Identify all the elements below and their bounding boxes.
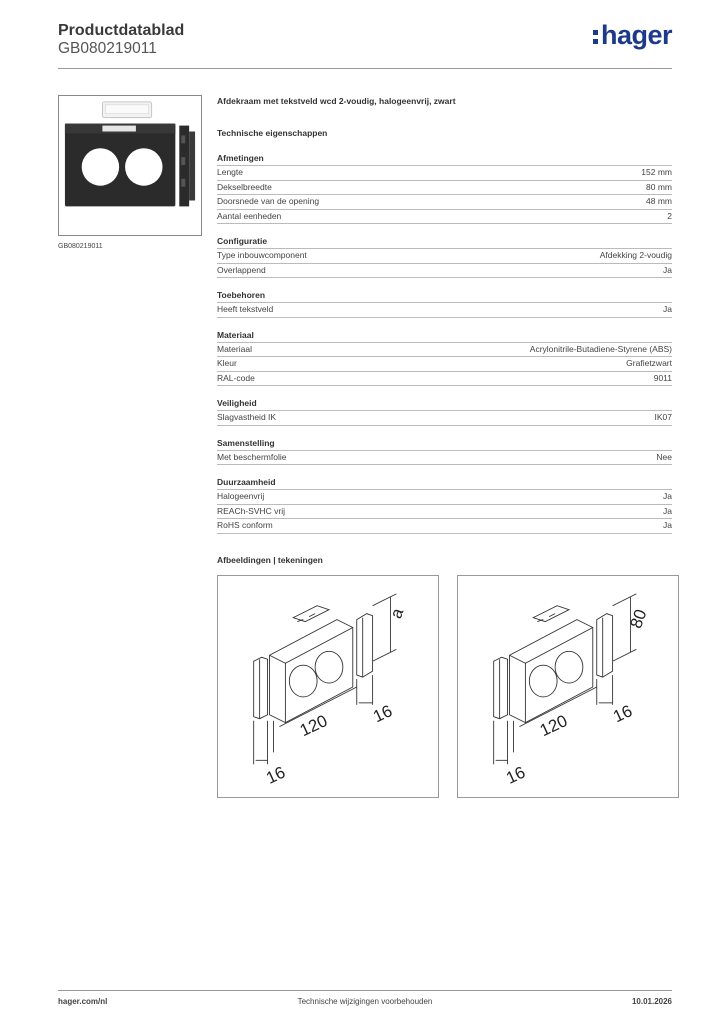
spec-label: Overlappend: [217, 264, 266, 275]
spec-label: Aantal eenheden: [217, 210, 282, 221]
section-title: Materiaal: [217, 329, 672, 343]
spec-label: Lengte: [217, 167, 243, 177]
spec-row: [217, 519, 672, 534]
header-divider: [58, 68, 672, 69]
spec-value: Acrylonitrile-Butadiene-Styrene (ABS): [529, 343, 672, 354]
logo-dots-icon: [593, 30, 598, 44]
dim-height-label: a: [386, 605, 408, 621]
product-photo-icon: [59, 96, 201, 235]
hager-logo: [593, 20, 672, 51]
dim-right-label: 16: [610, 701, 636, 727]
section-title: Samenstelling: [217, 437, 672, 451]
spec-section-sustainability: [217, 476, 672, 534]
tech-properties-title: Technische eigenschappen: [217, 128, 328, 138]
spec-row: [217, 372, 672, 387]
spec-row: [217, 343, 672, 358]
footer-website-link[interactable]: hager.com/nl: [58, 997, 108, 1006]
spec-row: [217, 303, 672, 318]
document-title: Productdatablad: [58, 22, 185, 39]
section-title: Toebehoren: [217, 289, 672, 303]
spec-section-material: [217, 329, 672, 387]
spec-value: Afdekking 2-voudig: [599, 250, 672, 260]
spec-row: [217, 357, 672, 372]
footer-date: 10.01.2026: [631, 997, 672, 1006]
spec-section-configuration: [217, 235, 672, 278]
dim-width-label: 120: [536, 711, 571, 741]
product-image: [58, 95, 202, 236]
spec-row: [217, 505, 672, 520]
dim-right-label: 16: [370, 701, 396, 727]
spec-label: Heeft tekstveld: [217, 304, 274, 314]
footer-disclaimer: Technische wijzigingen voorbehouden: [297, 997, 433, 1006]
section-title: Veiligheid: [217, 397, 672, 411]
product-id: GB080219011: [58, 40, 157, 57]
page-header: [58, 20, 672, 68]
spec-row: [217, 411, 672, 426]
dimension-drawing-icon: [458, 576, 678, 797]
spec-label: Type inbouwcomponent: [217, 250, 307, 260]
spec-label: Halogeenvrij: [217, 491, 265, 501]
spec-value: Ja: [663, 505, 672, 516]
spec-value: Ja: [663, 520, 672, 530]
spec-label: Slagvastheid IK: [217, 412, 277, 422]
product-description: Afdekraam met tekstveld wcd 2-voudig, halogeenvrij, zwart: [217, 96, 456, 106]
spec-label: Met beschermfolie: [217, 451, 287, 462]
spec-label: Dekselbreedte: [217, 181, 272, 192]
spec-value: 152 mm: [641, 167, 672, 177]
spec-label: Kleur: [217, 358, 237, 368]
technical-drawing-1: [217, 575, 439, 798]
technical-drawing-2: [457, 575, 679, 798]
spec-row: [217, 249, 672, 264]
spec-label: Materiaal: [217, 343, 252, 354]
spec-section-accessories: [217, 289, 672, 318]
spec-value: Nee: [656, 451, 672, 462]
footer-divider: [58, 990, 672, 991]
spec-section-composition: [217, 437, 672, 466]
dim-bottom-label: 16: [503, 762, 529, 788]
spec-value: 80 mm: [646, 181, 672, 192]
spec-value: Grafietzwart: [626, 358, 672, 368]
spec-row: [217, 195, 672, 210]
section-title: Duurzaamheid: [217, 476, 672, 490]
spec-content: [217, 96, 672, 534]
images-title: Afbeeldingen | tekeningen: [217, 555, 323, 565]
dim-width-label: 120: [296, 711, 331, 741]
spec-label: RAL-code: [217, 372, 255, 383]
spec-section-safety: [217, 397, 672, 426]
spec-row: [217, 166, 672, 181]
product-image-caption: GB080219011: [58, 243, 103, 250]
spec-value: 2: [667, 210, 672, 221]
spec-label: Doorsnede van de opening: [217, 196, 320, 206]
spec-row: [217, 181, 672, 196]
section-title: Configuratie: [217, 235, 672, 249]
spec-value: IK07: [654, 412, 672, 422]
spec-row: [217, 264, 672, 279]
spec-value: 9011: [653, 372, 672, 383]
spec-value: 48 mm: [646, 196, 672, 206]
spec-section-dimensions: [217, 152, 672, 224]
spec-row: [217, 451, 672, 466]
spec-value: Ja: [663, 264, 672, 275]
spec-label: REACh-SVHC vrij: [217, 505, 286, 516]
section-title: Afmetingen: [217, 152, 672, 166]
dimension-drawing-icon: [218, 576, 438, 797]
dim-height-label: 80: [626, 606, 651, 631]
spec-row: [217, 210, 672, 225]
dim-bottom-label: 16: [263, 762, 289, 788]
spec-row: [217, 490, 672, 505]
spec-value: Ja: [663, 491, 672, 501]
spec-value: Ja: [663, 304, 672, 314]
spec-label: RoHS conform: [217, 520, 273, 530]
logo-text: hager: [600, 20, 672, 50]
